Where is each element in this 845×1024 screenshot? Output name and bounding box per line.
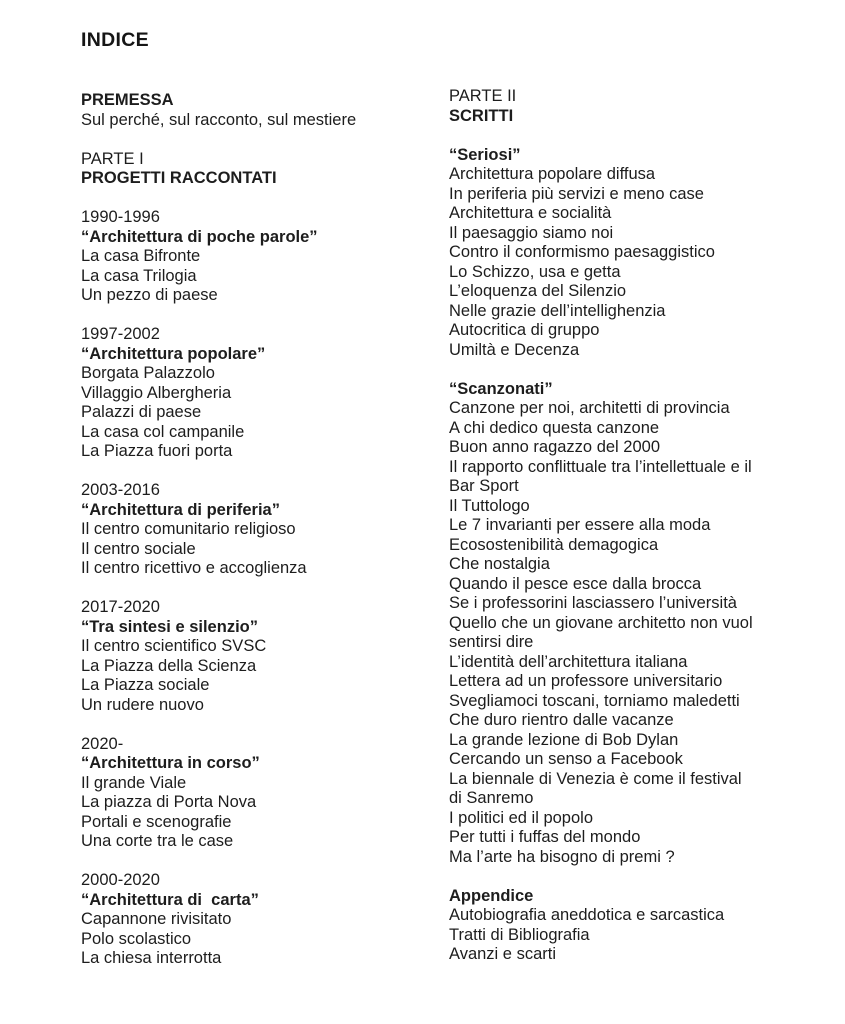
toc-block (81, 91, 441, 130)
toc-entry-line: Tratti di Bibliografia (449, 925, 590, 944)
page-title: INDICE (81, 29, 149, 51)
toc-entry-line: Nelle grazie dell’intellighenzia (449, 301, 666, 320)
toc-block (81, 150, 441, 189)
toc-entry-line: Cercando un senso a Facebook (449, 750, 683, 768)
toc-entry-line: Il centro scientifico SVSC (81, 637, 267, 655)
toc-entry-line: La grande lezione di Bob Dylan (449, 730, 679, 749)
toc-entry-line: Svegliamoci toscani, torniamo maledetti (449, 691, 740, 710)
toc-heading-line: “Architettura di poche parole” (81, 227, 318, 246)
toc-heading-line: “Architettura popolare” (81, 344, 266, 363)
toc-heading-line: PREMESSA (81, 91, 174, 109)
toc-entry-line: In periferia più servizi e meno case (449, 184, 704, 203)
toc-entry-line: Architettura e socialità (449, 204, 612, 222)
toc-entry-line: La casa Bifronte (81, 247, 201, 265)
toc-entry-line: Bar Sport (449, 477, 519, 495)
toc-entry-line: Le 7 invarianti per essere alla moda (449, 516, 711, 534)
toc-entry-line: Autocritica di gruppo (449, 321, 600, 339)
toc-entry-line: La chiesa interrotta (81, 949, 222, 967)
toc-entry-line: Un pezzo di paese (81, 286, 218, 304)
toc-entry-line: La casa Trilogia (81, 266, 197, 285)
toc-entry-line: 2003-2016 (81, 481, 160, 499)
toc-entry-line: Il centro comunitario religioso (81, 520, 296, 538)
toc-block (449, 87, 839, 126)
toc-entry-line: Il centro sociale (81, 539, 196, 558)
toc-heading-line: “Tra sintesi e silenzio” (81, 617, 258, 636)
toc-entry-line: Il rapporto conflittuale tra l’intellettuale e il (449, 457, 752, 476)
toc-block (81, 598, 441, 715)
toc-column-left (81, 91, 441, 969)
toc-entry-line: Quello che un giovane architetto non vuol (449, 613, 753, 632)
toc-entry-line: Lo Schizzo, usa e getta (449, 262, 621, 281)
toc-entry-line: Sul perché, sul racconto, sul mestiere (81, 110, 357, 129)
toc-heading-line: SCRITTI (449, 106, 514, 125)
toc-heading-line: “Seriosi” (449, 145, 521, 164)
toc-block (81, 481, 441, 579)
toc-entry-line: Capannone rivisitato (81, 910, 232, 928)
toc-entry-line: Avanzi e scarti (449, 945, 556, 963)
toc-block (449, 887, 839, 965)
toc-entry-line: A chi dedico questa canzone (449, 418, 660, 437)
toc-entry-line: Un rudere nuovo (81, 695, 204, 714)
toc-entry-line: Borgata Palazzolo (81, 364, 215, 382)
toc-block (81, 208, 441, 306)
toc-block (81, 735, 441, 852)
toc-entry-line: 1997-2002 (81, 325, 160, 343)
toc-entry-line: La Piazza della Scienza (81, 656, 257, 675)
toc-entry-line: Polo scolastico (81, 929, 192, 948)
toc-heading-line: “Architettura di carta” (81, 890, 259, 909)
toc-entry-line: Ma l’arte ha bisogno di premi ? (449, 847, 675, 866)
toc-entry-line: 2000-2020 (81, 871, 160, 889)
toc-entry-line: Autobiografia aneddotica e sarcastica (449, 906, 725, 924)
toc-entry-line: Architettura popolare diffusa (449, 165, 656, 183)
toc-entry-line: Quando il pesce esce dalla brocca (449, 574, 702, 593)
toc-entry-line: 2017-2020 (81, 598, 160, 616)
toc-entry-line: 2020- (81, 734, 124, 753)
toc-entry-line: La casa col campanile (81, 422, 245, 441)
toc-entry-line: La biennale di Venezia è come il festival (449, 769, 742, 788)
toc-entry-line: Se i professorini lasciassero l’università (449, 594, 737, 612)
toc-heading-line: PROGETTI RACCONTATI (81, 169, 277, 187)
toc-heading-line: “Scanzonati” (449, 379, 553, 398)
toc-entry-line: Villaggio Albergheria (81, 383, 232, 402)
toc-entry-line: 1990-1996 (81, 208, 160, 226)
toc-entry-line: Per tutti i fuffas del mondo (449, 828, 641, 846)
toc-entry-line: La Piazza sociale (81, 676, 210, 694)
toc-block (81, 325, 441, 462)
toc-entry-line: Una corte tra le case (81, 832, 234, 850)
toc-heading-line: “Architettura di periferia” (81, 500, 280, 519)
toc-entry-line: Palazzi di paese (81, 403, 202, 421)
toc-entry-line: Umiltà e Decenza (449, 340, 580, 359)
toc-entry-line: PARTE I (81, 149, 144, 168)
toc-entry-line: Il grande Viale (81, 773, 187, 792)
toc-entry-line: La Piazza fuori porta (81, 442, 233, 460)
toc-column-right (449, 87, 839, 965)
toc-entry-line: Lettera ad un professore universitario (449, 672, 723, 690)
toc-block (449, 146, 839, 361)
toc-heading-line: Appendice (449, 886, 534, 905)
toc-entry-line: Portali e scenografie (81, 812, 232, 831)
toc-entry-line: PARTE II (449, 87, 517, 105)
toc-entry-line: sentirsi dire (449, 633, 534, 651)
toc-entry-line: Contro il conformismo paesaggistico (449, 243, 715, 261)
toc-entry-line: Che duro rientro dalle vacanze (449, 711, 674, 729)
toc-entry-line: I politici ed il popolo (449, 808, 594, 827)
toc-heading-line: “Architettura in corso” (81, 754, 260, 772)
toc-entry-line: Il Tuttologo (449, 496, 530, 515)
toc-entry-line: di Sanremo (449, 789, 534, 807)
toc-entry-line: L’identità dell’architettura italiana (449, 652, 688, 671)
toc-entry-line: Ecosostenibilità demagogica (449, 535, 659, 554)
toc-entry-line: L’eloquenza del Silenzio (449, 282, 627, 300)
toc-entry-line: Che nostalgia (449, 555, 550, 573)
toc-block (81, 871, 441, 969)
toc-entry-line: Canzone per noi, architetti di provincia (449, 399, 730, 417)
toc-entry-line: La piazza di Porta Nova (81, 793, 257, 811)
toc-entry-line: Buon anno ragazzo del 2000 (449, 438, 661, 456)
toc-block (449, 380, 839, 868)
toc-entry-line: Il centro ricettivo e accoglienza (81, 559, 307, 577)
toc-entry-line: Il paesaggio siamo noi (449, 223, 614, 242)
